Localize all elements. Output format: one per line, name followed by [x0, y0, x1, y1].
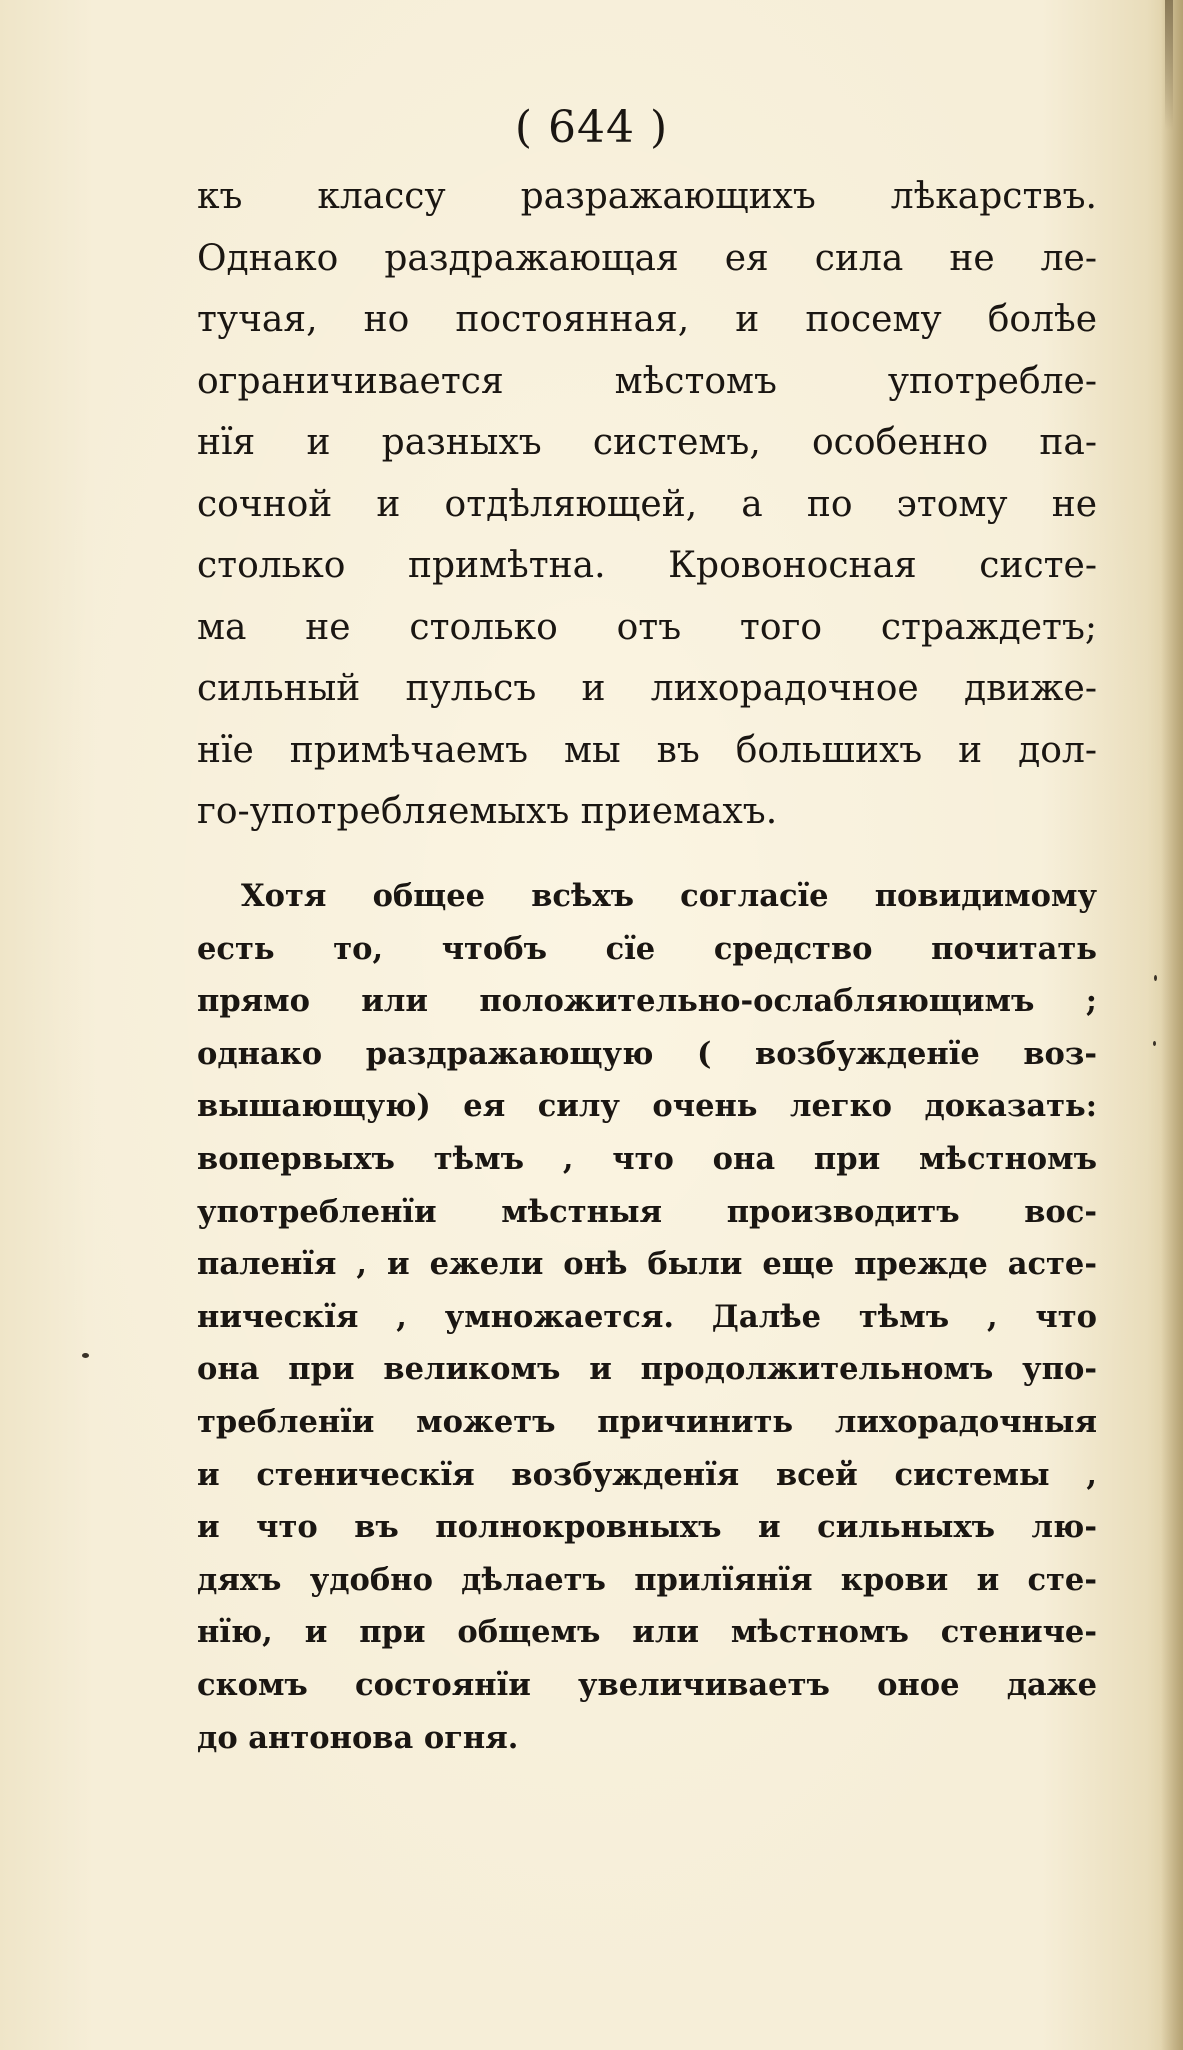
text-line: нїя и разныхъ системъ, особенно па-	[197, 422, 1097, 463]
ink-speck	[1153, 1041, 1156, 1046]
text-line: требленїи можетъ причинить лихорадочныя	[197, 1403, 1097, 1440]
text-line: ограничивается мѣстомъ употребле-	[197, 360, 1097, 402]
ink-speck	[82, 1353, 89, 1358]
text-line: скомъ состоянїи увеличиваетъ оное даже	[197, 1666, 1097, 1703]
text-line: нїе примѣчаемъ мы въ большихъ и дол-	[197, 729, 1097, 771]
text-line: нїю, и при общемъ или мѣстномъ стениче-	[197, 1614, 1097, 1651]
text-line: и что въ полнокровныхъ и сильныхъ лю-	[197, 1509, 1097, 1546]
text-line: она при великомъ и продолжительномъ упо-	[197, 1351, 1097, 1388]
paragraph-1	[197, 166, 1097, 843]
text-line: дяхъ удобно дѣлаетъ прилїянїя крови и сте-	[197, 1561, 1097, 1598]
text-line: прямо или положительно-ослабляющимъ ;	[197, 983, 1097, 1020]
ink-speck	[1154, 975, 1157, 981]
text-line: Однако раздражающая ея сила не ле-	[197, 237, 1097, 279]
text-line: употребленїи мѣстныя производитъ вос-	[197, 1193, 1097, 1230]
page-number: ( 644 )	[514, 102, 669, 153]
text-line: вопервыхъ тѣмъ , что она при мѣстномъ	[197, 1140, 1097, 1177]
text-line: тучая, но постоянная, и посему болѣе	[197, 299, 1097, 340]
text-line: къ классу разражающихъ лѣкарствъ.	[197, 176, 1097, 217]
page-edge-shadow	[1161, 0, 1183, 2050]
text-line: вышающую) ея силу очень легко доказать:	[197, 1088, 1097, 1125]
text-line: го-употребляемыхъ приемахъ.	[197, 791, 778, 832]
paragraph-2	[197, 870, 1097, 1764]
text-line: паленїя , и ежели онѣ были еще прежде асте-	[197, 1246, 1097, 1283]
text-line: сильный пульсъ и лихорадочное движе-	[197, 668, 1097, 709]
text-line: однако раздражающую ( возбужденїе воз-	[197, 1035, 1097, 1072]
text-line: ническїя , умножается. Далѣе тѣмъ , что	[197, 1298, 1097, 1335]
text-line: и стеническїя возбужденїя всей системы ,	[197, 1456, 1097, 1493]
text-line: есть то, чтобъ сїе средство почитать	[197, 930, 1097, 967]
text-line: до антонова огня.	[197, 1719, 519, 1756]
text-line: столько примѣтна. Кровоносная систе-	[197, 545, 1097, 586]
text-line: ма не столько отъ того страждетъ;	[197, 606, 1097, 648]
text-line: Хотя общее всѣхъ согласїе повидимому	[241, 878, 1097, 914]
text-line: сочной и отдѣляющей, а по этому не	[197, 483, 1097, 525]
